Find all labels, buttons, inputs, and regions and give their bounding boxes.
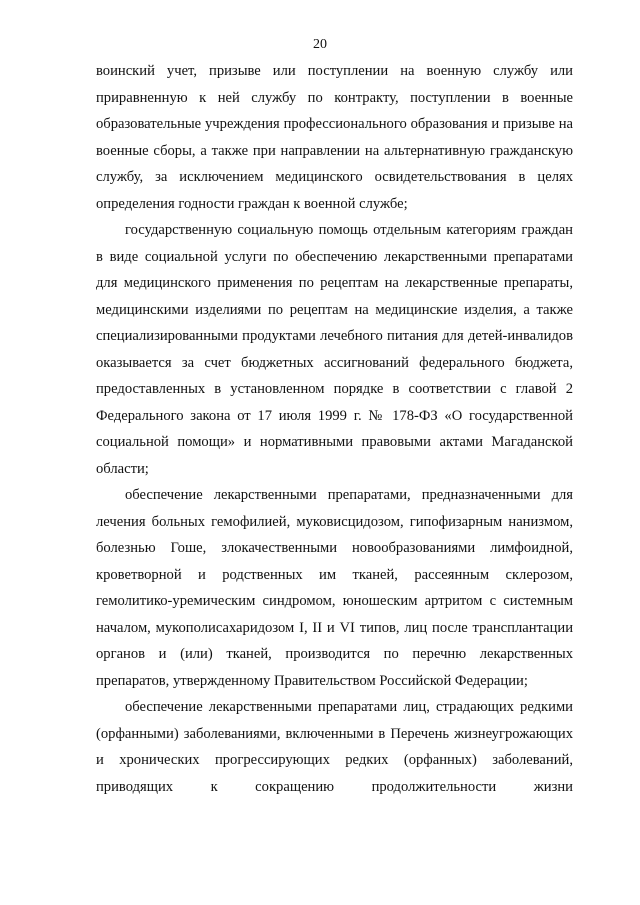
document-body (96, 58, 573, 800)
paragraph-military-continuation: воинский учет, призыве или поступлении на военную службу или приравненную к ней службу по контракту, поступлении в военные образовательные учреждения профессионального образования и призыве на военные сборы, а также при направлении на альтернативную гражданскую службу, за исключением медицинского освидетельствования в целях определения годности граждан к военной службе; (96, 63, 573, 212)
paragraph-medication-supply: обеспечение лекарственными препаратами, предназначенными для лечения больных гемофилией, муковисцидозом, гипофизарным нанизмом, болезнью Гоше, злокачественными новообразованиями лимфоидной, кроветворной и родственных им тканей, рассеянным склерозом, гемолитико-уремическим синдромом, юношеским артритом с системным началом, мукополисахаридозом I, II и VI типов, лиц после трансплантации органов и (или) тканей, производится по перечню лекарственных препаратов, утвержденному Правительством Российской Федерации; (96, 487, 573, 689)
paragraph-orphan-diseases: обеспечение лекарственными препаратами лиц, страдающих редкими (орфанными) заболеваниями, включенными в Перечень жизнеугрожающих и хронических прогрессирующих редких (орфанных) заболеваний, приводящих к сокращению продолжительности жизни (96, 699, 573, 795)
page-number: 20 (313, 37, 327, 52)
paragraph-state-social-assistance: государственную социальную помощь отдельным категориям граждан в виде социальной услуги по обеспечению лекарственными препаратами для медицинского применения по рецептам на лекарственные препараты, медицинскими изделиями по рецептам на медицинские изделия, а также специализированными продуктами лечебного питания для детей-инвалидов оказывается за счет бюджетных ассигнований федерального бюджета, предоставленных в установленном порядке в соответствии с главой 2 Федерального закона от 17 июля 1999 г. № 178-ФЗ «О государственной социальной помощи» и нормативными правовыми актами Магаданской области; (96, 222, 573, 477)
